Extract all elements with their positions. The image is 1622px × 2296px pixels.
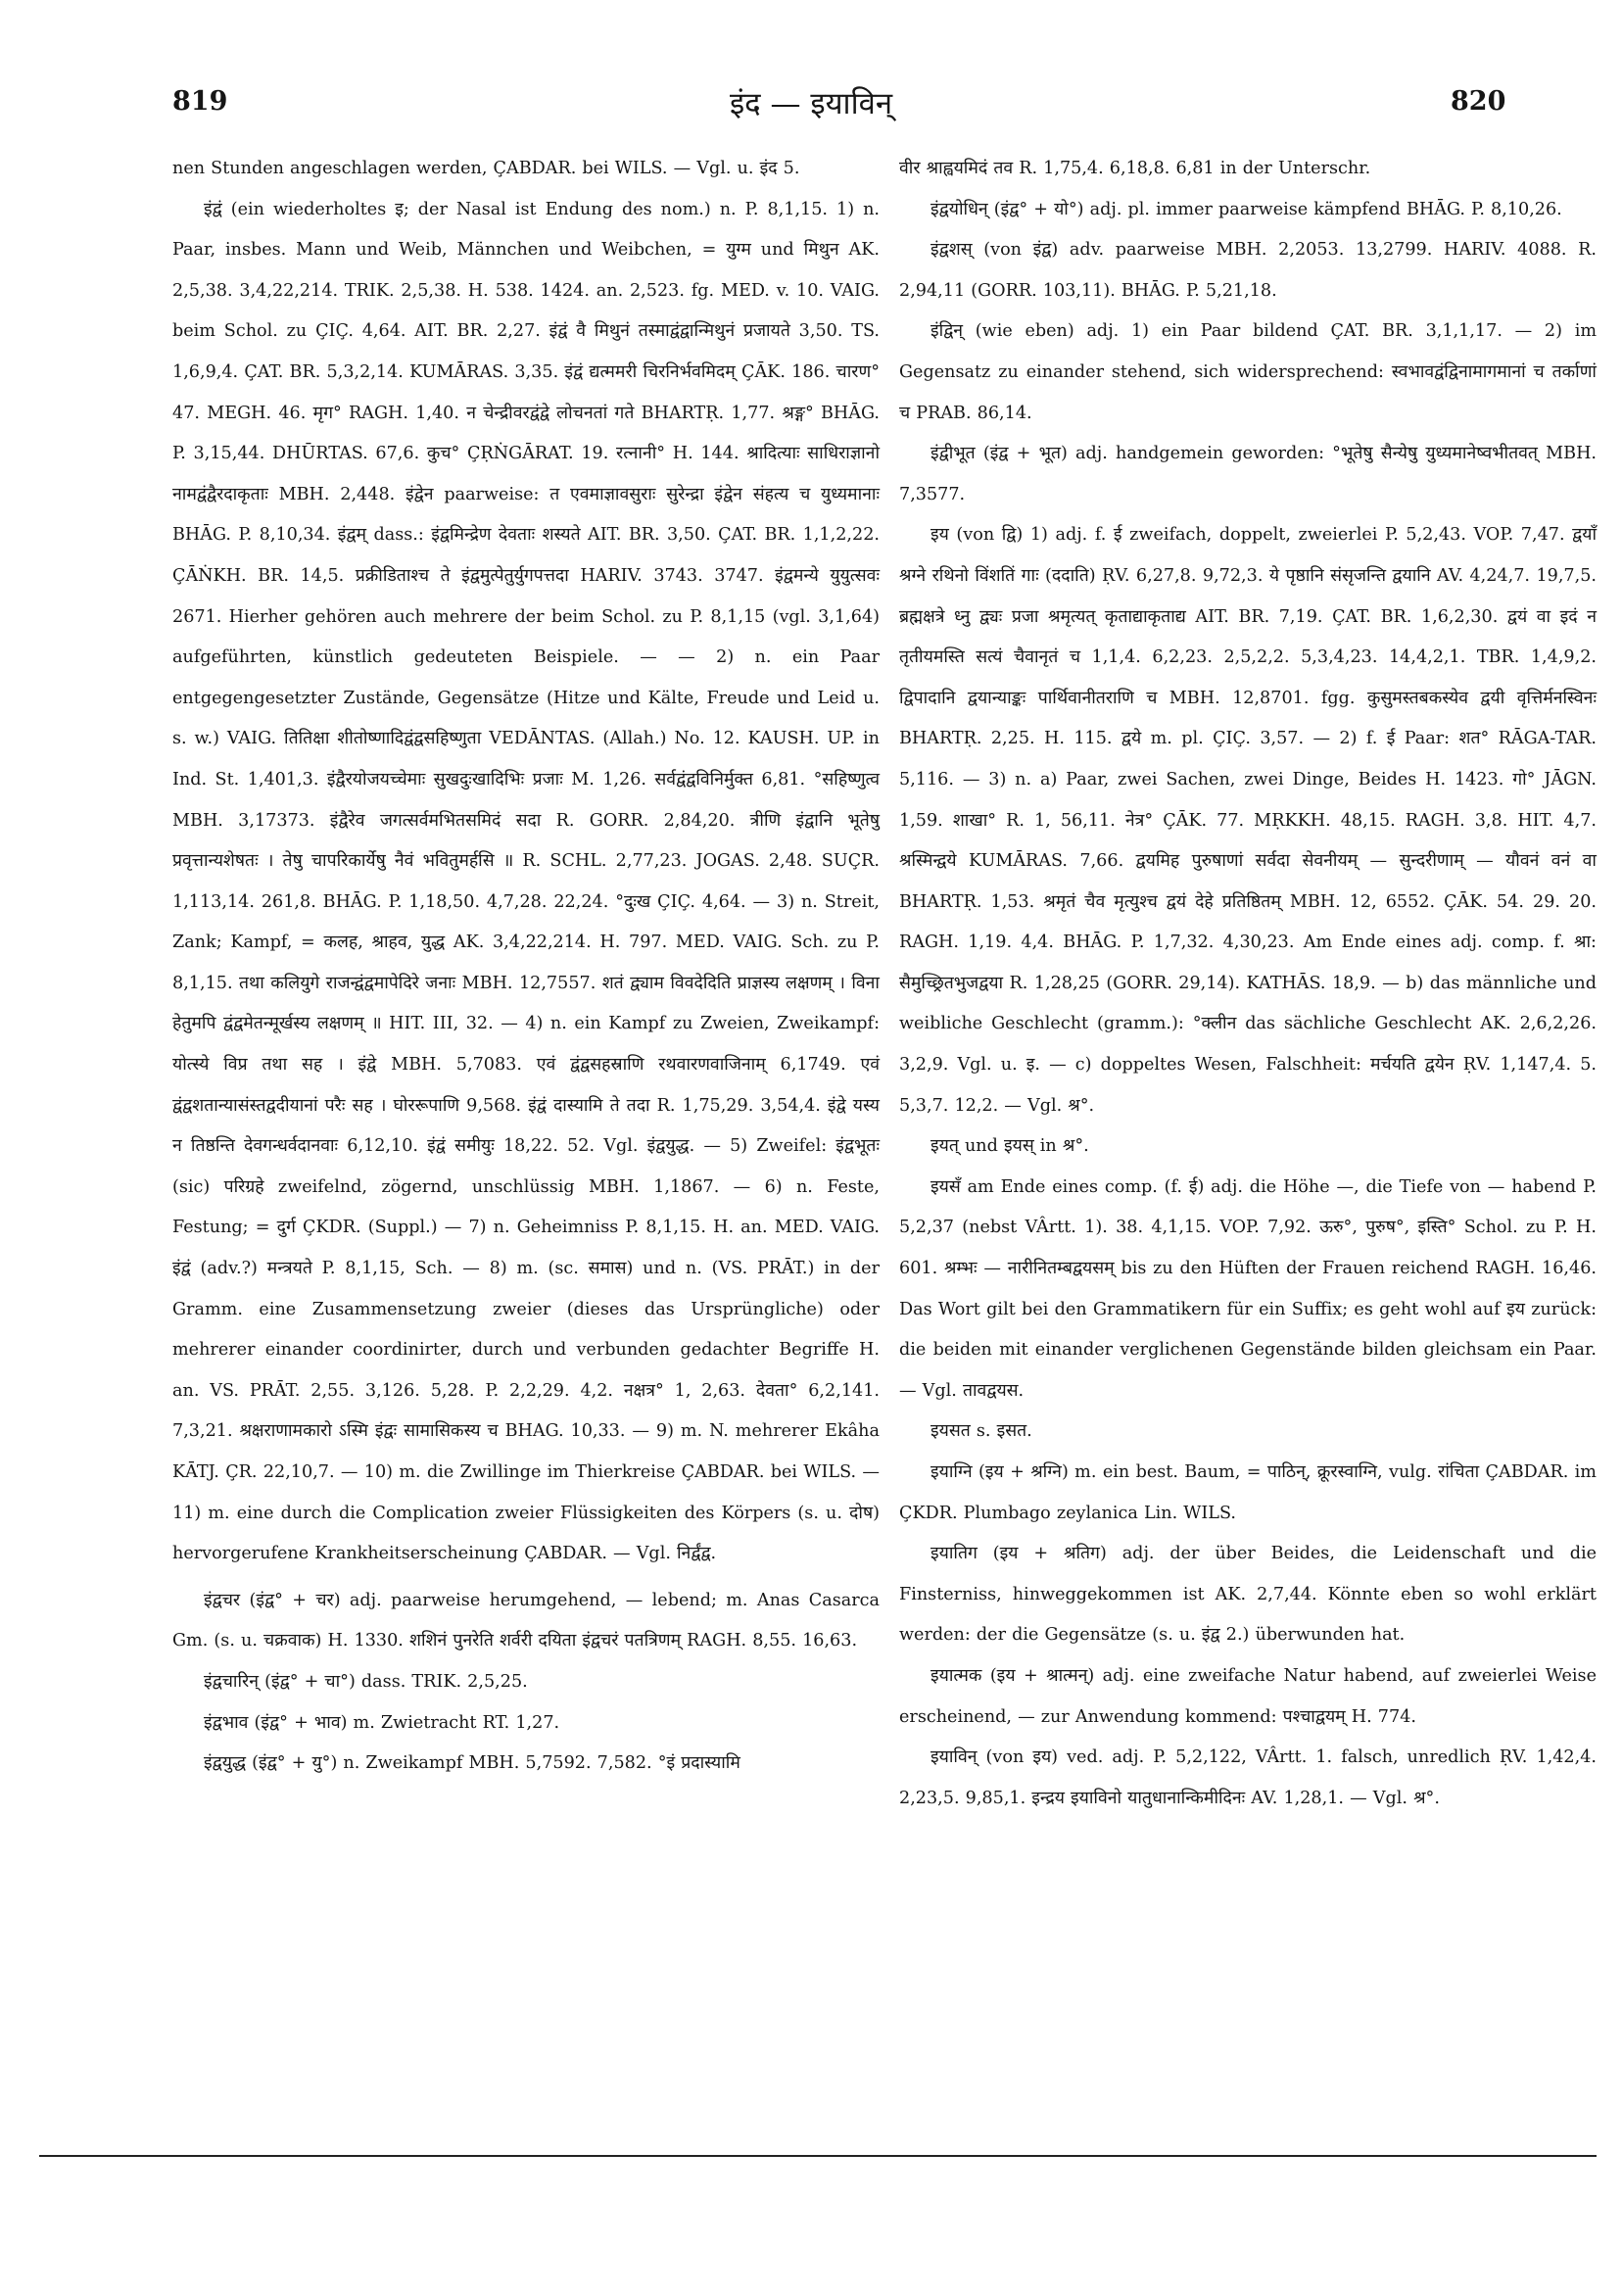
entry-dvandvin: इंद्विन् (wie eben) adj. 1) ein Paar bildend ÇAT. BR. 3,1,1,17. — 2) im Gegensatz zu einander stehend, sich widersprechend: स्वभावद्वंद्विनामागमानां च तर्काणां च PRAB. 86,14. xyxy=(899,321,1597,423)
entry-dvaya: इय (von द्वि) 1) adj. f. ई zweifach, doppelt, zweierlei P. 5,2,43. VOP. 7,47. द्वयाँ श्रग्ने रथिनो विंशतिं गाः (ददाति) ṚV. 6,27,8. 9,72,3. ये पृष्ठानि संसृजन्ति द्वयानि AV. 4,24,7. 19,7,5. ब्रह्मक्षत्रे ध्नु द्व्यः प्रजा श्रमृत्यत् कृताद्याकृताद्य AIT. BR. 7,19. ÇAT. BR. 1,6,2,30. द्वयं वा इदं न तृतीयमस्ति सत्यं चैवानृतं च 1,1,4. 6,2,23. 2,5,2,2. 5,3,4,23. 14,4,2,1. TBR. 1,4,9,2. द्विपादानि द्वयान्याङ्कः पार्थिवानीतराणि च MBH. 12,8701. fgg. कुसुमस्तबकस्येव द्वयी वृत्तिर्मनस्विनः BHARTṚ. 2,25. H. 115. द्वये m. pl. ÇIÇ. 3,57. — 2) f. ई Paar: शत° RĀGA-TAR. 5,116. — 3) n. a) Paar, zwei Sachen, zwei Dinge, Beides H. 1423. गो° JĀGN. 1,59. शाखा° R. 1, 56,11. नेत्र° ÇĀK. 77. MṚKKH. 48,15. RAGH. 3,8. HIT. 4,7. श्रस्मिन्द्वये KUMĀRAS. 7,66. द्वयमिह पुरुषाणां सर्वदा सेवनीयम् — सुन्दरीणाम् — यौवनं वनं वा BHARTṚ. 1,53. श्रमृतं चैव मृत्युश्च द्वयं देहे प्रतिष्ठितम् MBH. 12, 6552. ÇĀK. 54. 29. 20. RAGH. 1,19. 4,4. BHĀG. P. 1,7,32. 4,30,23. Am Ende eines adj. comp. f. श्रा: सैमुच्छ्रितभुजद्वया R. 1,28,25 (GORR. 29,14). KATHĀS. 18,9. — b) das männliche und weibliche Geschlecht (gramm.): °क्लीन das sächliche Geschlecht AK. 2,6,2,26. 3,2,9. Vgl. u. इ. — c) doppeltes Wesen, Falschheit: मर्चयति द्वयेन ṚV. 1,147,4. 5. 5,3,7. 12,2. — Vgl. श्र°. xyxy=(899,525,1597,1116)
entry-dvayat: इयत् und इयस् in श्र°. xyxy=(930,1136,1089,1157)
entry-dvayasa: इयसँ am Ende eines comp. (f. ई) adj. die Höhe —, die Tiefe von — habend P. 5,2,37 (nebst VÂrtt. 1). 38. 4,1,15. VOP. 7,92. ऊरु°, पुरुष°, इस्ति° Schol. zu P. H. 601. श्रम्भः — नारीनितम्बद्वयसम् bis zu den Hüften der Frauen reichend RAGH. 16,46. Das Wort gilt bei den Grammatikern für ein Suffix; es geht wohl auf इय zurück: die beiden mit einander verglichenen Gegenstände bilden gleichsam ein Paar. — Vgl. तावद्वयस. xyxy=(899,1176,1597,1401)
entry-dvandvayodhin: इंद्वयोधिन् (इंद्व° + यो°) adj. pl. immer paarweise kämpfend BHĀG. P. 8,10,26. xyxy=(930,199,1562,219)
entry-dvandvacara: इंद्वचर (इंद्व° + चर) adj. paarweise herumgehend, — lebend; m. Anas Casarca Gm. (s. u. चक्रवाक) H. 1330. शशिनं पुनरेति शर्वरी दयिता इंद्वचरं पतत्रिणम् RAGH. 8,55. 16,63. xyxy=(172,1590,880,1651)
entry-continuation: nen Stunden angeschlagen werden, ÇABDAR. bei WILS. — Vgl. u. इंद 5. xyxy=(172,159,800,178)
entry-dvayagni: इयाग्नि (इय + श्रग्नि) m. ein best. Baum, = पाठिन्, क्रूरस्वाग्नि, vulg. रांचिता ÇABDAR. im ÇKDR. Plumbago zeylanica Lin. WILS. xyxy=(899,1462,1597,1523)
page-number-right: 820 xyxy=(1451,86,1506,117)
entry-dvayavin: इयाविन् (von इय) ved. adj. P. 5,2,122, VÂrtt. 1. falsch, unredlich ṚV. 1,42,4. 2,23,5. 9,85,1. इन्द्रय इयाविनो यातुधानान्किमीदिनः AV. 1,28,1. — Vgl. श्र°. xyxy=(899,1747,1597,1808)
running-head: इंद — इयाविन् xyxy=(729,86,893,121)
entry-continuation: वीर श्राह्वयमिदं तव R. 1,75,4. 6,18,8. 6,81 in der Unterschr. xyxy=(899,159,1371,178)
entry-dvandva: इंद्वं (ein wiederholtes इ; der Nasal ist Endung des nom.) n. P. 8,1,15. 1) n. Paar, insbes. Mann und Weib, Männchen und Weibchen, = युग्म und मिथुन AK. 2,5,38. 3,4,22,214. TRIK. 2,5,38. H. 538. 1424. an. 2,523. fg. MED. v. 10. VAIG. beim Schol. zu ÇIÇ. 4,64. AIT. BR. 2,27. इंद्वं वै मिथुनं तस्माद्वंद्वान्मिथुनं प्रजायते 3,50. TS. 1,6,9,4. ÇAT. BR. 5,3,2,14. KUMĀRAS. 3,35. इंद्वं द्यत्ममरी चिरनिर्भवमिदम् ÇĀK. 186. चारण° 47. MEGH. 46. मृग° RAGH. 1,40. न चेन्द्रीवरद्वंद्वे लोचनतां गते BHARTṚ. 1,77. श्रङ्ग° BHĀG. P. 3,15,44. DHŪRTAS. 67,6. कुच° ÇṚṄGĀRAT. 19. रत्नानी° H. 144. श्रादित्याः साधिराज्ञानो नामद्वंद्वैरदाकृताः MBH. 2,448. इंद्वेन paarweise: त एवमाज्ञावसुराः सुरेन्द्रा इंद्वेन संहत्य च युध्यमानाः BHĀG. P. 8,10,34. इंद्वम् dass.: इंद्वमिन्द्रेण देवताः शस्यते AIT. BR. 3,50. ÇAT. BR. 1,1,2,22. ÇĀṄKH. BR. 14,5. प्रक्रीडिताश्च ते इंद्वमुत्पेतुर्युगपत्तदा HARIV. 3743. 3747. इंद्वमन्ये युयुत्सवः 2671. Hierher gehören auch mehrere der beim Schol. zu P. 8,1,15 (vgl. 3,1,64) aufgeführten, künstlich gedeuteten Beispiele. — — 2) n. ein Paar entgegengesetzter Zustände, Gegensätze (Hitze und Kälte, Freude und Leid u. s. w.) VAIG. तितिक्षा शीतोष्णादिद्वंद्वसहिष्णुता VEDĀNTAS. (Allah.) No. 12. KAUSH. UP. in Ind. St. 1,401,3. इंद्वैरयोजयच्चेमाः सुखदुःखादिभिः प्रजाः M. 1,26. सर्वद्वंद्वविनिर्मुक्त 6,81. °सहिष्णुत्व MBH. 3,17373. इंद्वैरेव जगत्सर्वमभितसमिदं सदा R. GORR. 2,84,20. त्रीणि इंद्वानि भूतेषु प्रवृत्तान्यशेषतः । तेषु चापरिकार्येषु नैवं भवितुमर्हसि ॥ R. SCHL. 2,77,23. JOGAS. 2,48. SUÇR. 1,113,14. 261,8. BHĀG. P. 1,18,50. 4,7,28. 22,24. °दुःख ÇIÇ. 4,64. — 3) n. Streit, Zank; Kampf, = कलह, श्राहव, युद्ध AK. 3,4,22,214. H. 797. MED. VAIG. Sch. zu P. 8,1,15. तथा कलियुगे राजन्द्वंद्वमापेदिरे जनाः MBH. 12,7557. शतं द्व्याम विवदेदिति प्राज्ञस्य लक्षणम् । विना हेतुमपि द्वंद्वमेतन्मूर्खस्य लक्षणम् ॥ HIT. III, 32. — 4) n. ein Kampf zu Zweien, Zweikampf: योत्स्ये विप्र तथा सह । इंद्वे MBH. 5,7083. एवं द्वंद्वसहस्राणि रथवारणवाजिनाम् 6,1749. एवं द्वंद्वशतान्यासंस्तद्वदीयानां परैः सह । घोररूपाणि 9,568. इंद्वं दास्यामि ते तदा R. 1,75,29. 3,54,4. इंद्वे यस्य न तिष्ठन्ति देवगन्धर्वदानवाः 6,12,10. इंद्वं समीयुः 18,22. 52. Vgl. इंद्वयुद्ध. — 5) Zweifel: इंद्वभूतः (sic) परिग्रहे zweifelnd, zögernd, unschlüssig MBH. 1,1867. — 6) n. Feste, Festung; = दुर्ग ÇKDR. (Suppl.) — 7) n. Geheimniss P. 8,1,15. H. an. MED. VAIG. इंद्वं (adv.?) मन्त्रयते P. 8,1,15, Sch. — 8) m. (sc. समास) und n. (VS. PRĀT.) in der Gramm. eine Zusammensetzung zweier (dieses das Ursprüngliche) oder mehrerer einander coordinirter, durch und verbunden gedachter Begriffe H. an. VS. PRĀT. 2,55. 3,126. 5,28. P. 2,2,29. 4,2. नक्षत्र° 1, 2,63. देवता° 6,2,141. 7,3,21. श्रक्षराणामकारो ऽस्मि इंद्वः सामासिकस्य च BHAG. 10,33. — 9) m. N. mehrerer Ekâha KĀTJ. ÇR. 22,10,7. — 10) m. die Zwillinge im Thierkreise ÇABDAR. bei WILS. — 11) m. eine durch die Complication zweier Flüssigkeiten des Körpers (s. u. दोष) hervorgerufene Krankheitserscheinung ÇABDAR. — Vgl. निर्द्वंद्व. xyxy=(172,199,880,1564)
entry-dvandvasas: इंद्वशस् (von इंद्व) adv. paarweise MBH. 2,2053. 13,2799. HARIV. 4088. R. 2,94,11 (GORR. 103,11). BHĀG. P. 5,21,18. xyxy=(899,240,1597,301)
entry-dvayatmaka: इयात्मक (इय + श्रात्मन्) adj. eine zweifache Natur habend, auf zweierlei Weise erscheinend, — zur Anwendung kommend: पश्चाद्वयम् H. 774. xyxy=(899,1665,1597,1727)
entry-dvandvabhava: इंद्वभाव (इंद्व° + भाव) m. Zwietracht RT. 1,27. xyxy=(204,1712,560,1733)
footer-rule xyxy=(39,2155,1597,2157)
entry-dvandvacarin: इंद्वचारिन् (इंद्व° + चा°) dass. TRIK. 2,5,25. xyxy=(204,1671,528,1692)
entry-dvandvibhuta: इंद्वीभूत (इंद्व + भूत) adj. handgemein geworden: °भूतेषु सैन्येषु युध्यमानेष्वभीतवत् MBH. 7,3577. xyxy=(899,444,1597,504)
left-column xyxy=(172,149,880,1785)
entry-dvandvayuddha: इंद्वयुद्ध (इंद्व° + यु°) n. Zweikampf MBH. 5,7592. 7,582. °इं प्रदास्यामि xyxy=(204,1753,740,1774)
right-column xyxy=(899,149,1597,1819)
entry-dvayatiga: इयातिग (इय + श्रतिग) adj. der über Beides, die Leidenschaft und die Finsterniss, hinweggekommen ist AK. 2,7,44. Könnte eben so wohl erklärt werden: der die Gegensätze (s. u. इंद्व 2.) überwunden hat. xyxy=(899,1544,1597,1646)
page-number-left: 819 xyxy=(172,86,228,117)
entry-dvayasata: इयसत s. इसत. xyxy=(930,1421,1032,1442)
